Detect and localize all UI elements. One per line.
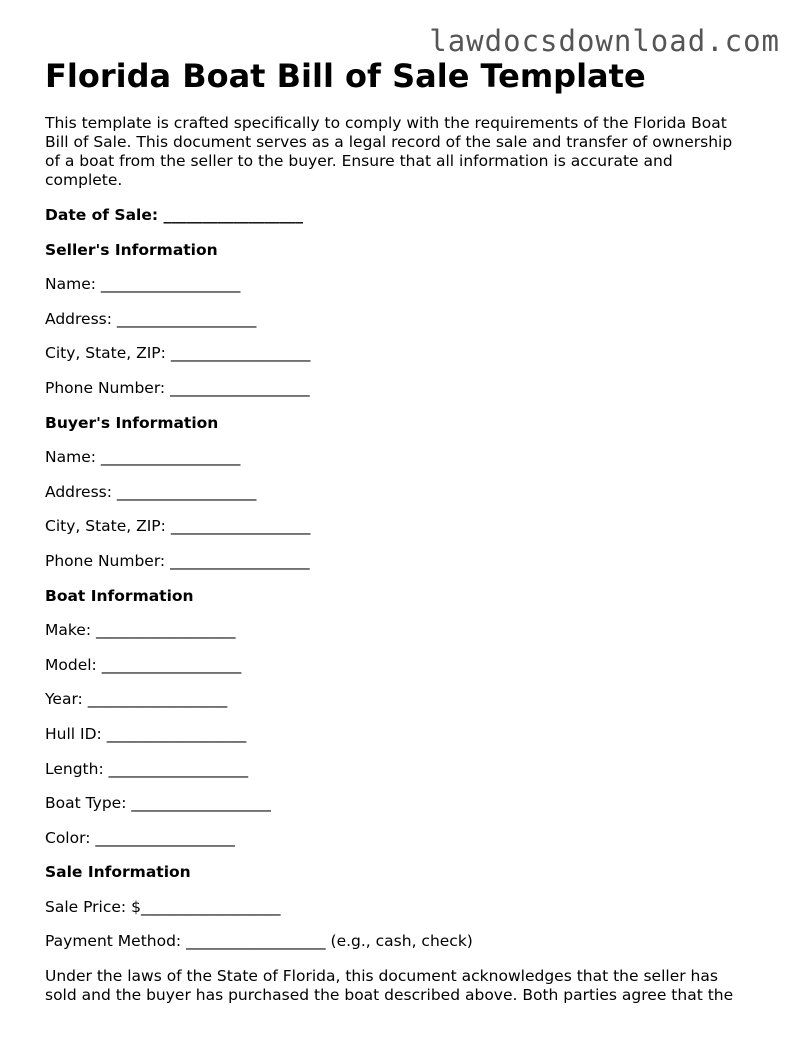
watermark: lawdocsdownload.com [429, 24, 780, 58]
buyer-phone-label: Phone Number: [45, 551, 166, 570]
boat-make-label: Make: [45, 621, 92, 640]
boat-model-blank[interactable]: __________________ [101, 655, 242, 674]
buyer-city-row [45, 517, 765, 536]
buyer-phone-blank[interactable]: __________________ [170, 551, 310, 570]
seller-city-blank[interactable]: __________________ [170, 344, 311, 363]
date-of-sale-row [45, 206, 765, 225]
seller-address-label: Address: [45, 309, 112, 328]
boat-length-blank[interactable]: __________________ [108, 759, 249, 778]
buyer-city-label: City, State, ZIP: [45, 517, 166, 536]
payment-method-blank[interactable]: __________________ [186, 932, 326, 951]
boat-color-row [45, 829, 765, 848]
boat-hull-blank[interactable]: __________________ [106, 724, 247, 743]
boat-year-row [45, 690, 765, 709]
payment-method-label: Payment Method: [45, 932, 182, 951]
boat-type-label: Boat Type: [45, 794, 127, 813]
closing-paragraph: Under the laws of the State of Florida, this document acknowledges that the seller has sold and the buyer has purchased the boat described above. Both parties agree that the [45, 967, 734, 1005]
sale-price-row [45, 898, 765, 917]
seller-phone-row [45, 379, 765, 398]
sale-price-blank[interactable]: __________________ [140, 897, 281, 916]
seller-phone-blank[interactable]: __________________ [170, 378, 310, 397]
buyer-address-blank[interactable]: __________________ [116, 482, 257, 501]
boat-type-row [45, 794, 765, 813]
seller-address-row [45, 310, 765, 329]
seller-name-label: Name: [45, 275, 96, 294]
sale-price-label: Sale Price: $ [45, 897, 141, 916]
boat-make-row [45, 621, 765, 640]
seller-phone-label: Phone Number: [45, 378, 166, 397]
buyer-phone-row [45, 552, 765, 571]
boat-heading: Boat Information [45, 586, 194, 605]
date-of-sale-blank[interactable]: __________________ [163, 206, 303, 224]
boat-color-blank[interactable]: __________________ [95, 828, 235, 847]
buyer-heading: Buyer's Information [45, 413, 219, 432]
buyer-address-label: Address: [45, 482, 112, 501]
boat-type-blank[interactable]: __________________ [131, 794, 271, 813]
buyer-address-row [45, 483, 765, 502]
boat-hull-row [45, 725, 765, 744]
buyer-name-label: Name: [45, 448, 96, 467]
seller-city-row [45, 344, 765, 363]
sale-heading: Sale Information [45, 863, 191, 882]
document-page [45, 54, 765, 1005]
page-title: Florida Boat Bill of Sale Template [45, 57, 646, 95]
seller-name-blank[interactable]: __________________ [100, 275, 241, 294]
seller-address-blank[interactable]: __________________ [116, 309, 257, 328]
boat-model-row [45, 656, 765, 675]
buyer-city-blank[interactable]: __________________ [170, 517, 311, 536]
boat-year-blank[interactable]: __________________ [87, 690, 228, 709]
buyer-name-row [45, 448, 765, 467]
intro-paragraph: This template is crafted specifically to comply with the requirements of the Florida Boat Bill of Sale. This document serves as a legal record of the sale and transfer of ownership of a boat from the seller to the buyer. Ensure that all information is accurate and complete. [45, 114, 733, 189]
payment-method-hint: (e.g., cash, check) [330, 932, 473, 951]
seller-name-row [45, 275, 765, 294]
boat-year-label: Year: [45, 690, 83, 709]
boat-color-label: Color: [45, 828, 91, 847]
boat-make-blank[interactable]: __________________ [96, 621, 236, 640]
date-of-sale-label: Date of Sale: [45, 206, 159, 224]
boat-length-label: Length: [45, 759, 104, 778]
payment-method-row [45, 932, 765, 951]
seller-city-label: City, State, ZIP: [45, 344, 166, 363]
buyer-name-blank[interactable]: __________________ [100, 448, 241, 467]
boat-model-label: Model: [45, 655, 97, 674]
boat-hull-label: Hull ID: [45, 724, 102, 743]
boat-length-row [45, 760, 765, 779]
seller-heading: Seller's Information [45, 240, 218, 259]
